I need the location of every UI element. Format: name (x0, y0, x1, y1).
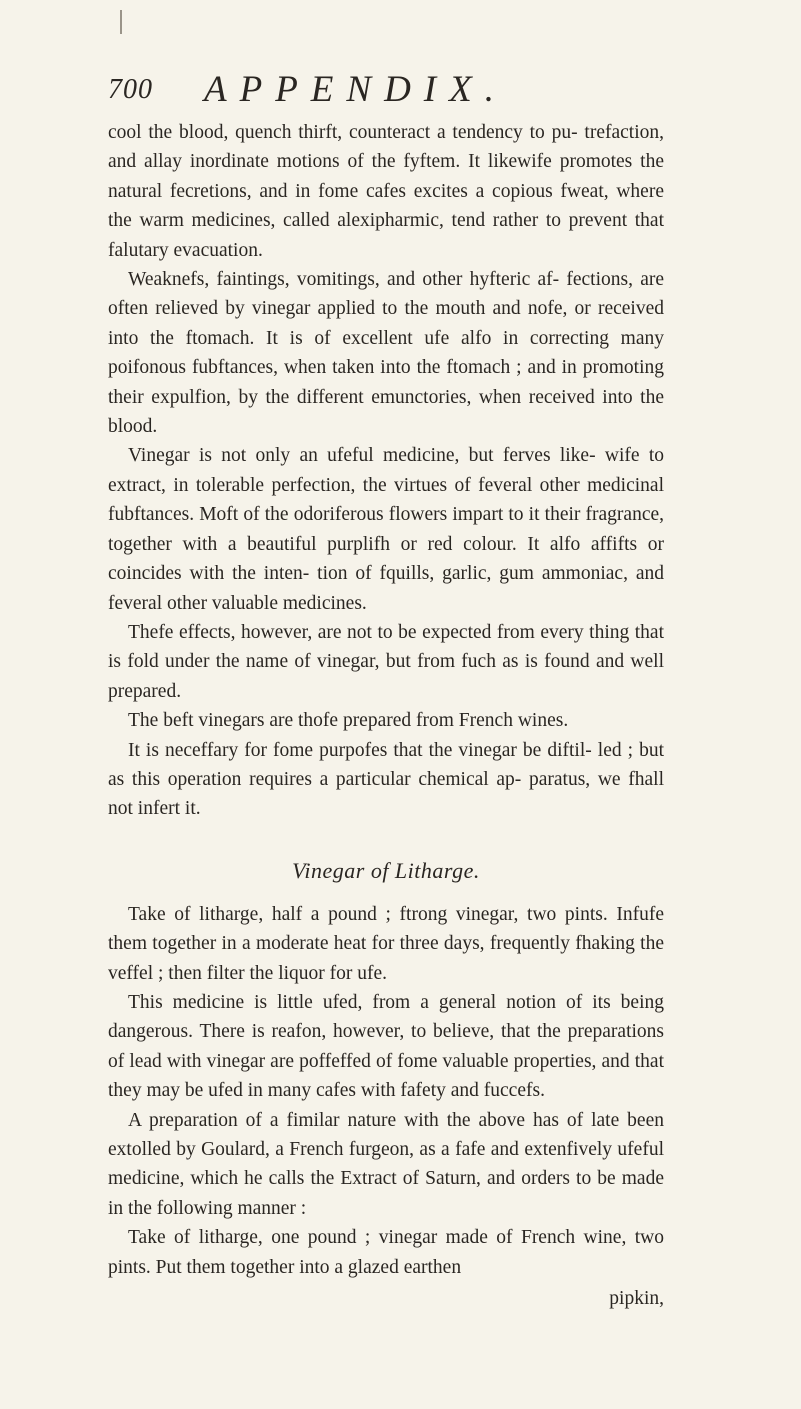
paragraph: Thefe effects, however, are not to be expected from every thing that is fold under the name of vinegar, but from fuch as is found and well prepared. (108, 621, 664, 702)
paragraph: It is neceffary for fome purpofes that the vinegar be diftil- led ; but as this operation requires a particular chemical ap- paratus, we fhall not infert it. (108, 739, 664, 820)
running-head: APPENDIX. (204, 69, 507, 110)
catchword: pipkin, (609, 1288, 664, 1310)
paragraph-continuation: cool the blood, quench thirft, counteract a tendency to pu- trefaction, and allay inordinate motions of the fyftem. It likewife promotes the natural fecretions, and in fome cafes excites a copious fweat, where the warm medicines, called alexipharmic, tend rather to prevent that falutary evacuation. (108, 122, 664, 261)
paragraph: The beft vinegars are thofe prepared from French wines. (128, 710, 569, 732)
paragraph: Weaknefs, faintings, vomitings, and other hyfteric af- fections, are often relieved by vinegar applied to the mouth and nofe, or received into the ftomach. It is of excellent ufe alfo in correcting many poifonous fubftances, when taken into the ftomach ; and in promoting their expulfion, by the different emunctories, when received into the blood. (108, 269, 664, 438)
paragraph: A preparation of a fimilar nature with the above has of late been extolled by Goulard, a French furgeon, as a fafe and extenfively ufeful medicine, which he calls the Extract of Saturn, and orders to be made in the following manner : (108, 1109, 664, 1219)
paragraph: Take of litharge, one pound ; vinegar made of French wine, two pints. Put them together into a glazed earthen (108, 1227, 664, 1278)
page-header (108, 68, 668, 108)
paragraph: Take of litharge, half a pound ; ftrong vinegar, two pints. Infufe them together in a moderate heat for three days, frequently fhaking the veffel ; then filter the liquor for ufe. (108, 903, 664, 984)
body-text (108, 118, 664, 1313)
page-number: 700 (108, 74, 153, 105)
page-edge-mark (120, 10, 122, 34)
paragraph: This medicine is little ufed, from a general notion of its being dangerous. There is reafon, however, to believe, that the preparations of lead with vinegar are poffeffed of fome valuable properties, and that they may be ufed in many cafes with fafety and fuccefs. (108, 991, 664, 1102)
paragraph: Vinegar is not only an ufeful medicine, but ferves like- wife to extract, in tolerable perfection, the virtues of feveral other medicinal fubftances. Moft of the odoriferous flowers impart to it their fragrance, together with a beautiful purplifh or red colour. It alfo affifts or coincides with the inten- tion of fquills, garlic, gum ammoniac, and feveral other valuable medicines. (108, 445, 664, 614)
section-heading: Vinegar of Litharge. (292, 857, 480, 883)
